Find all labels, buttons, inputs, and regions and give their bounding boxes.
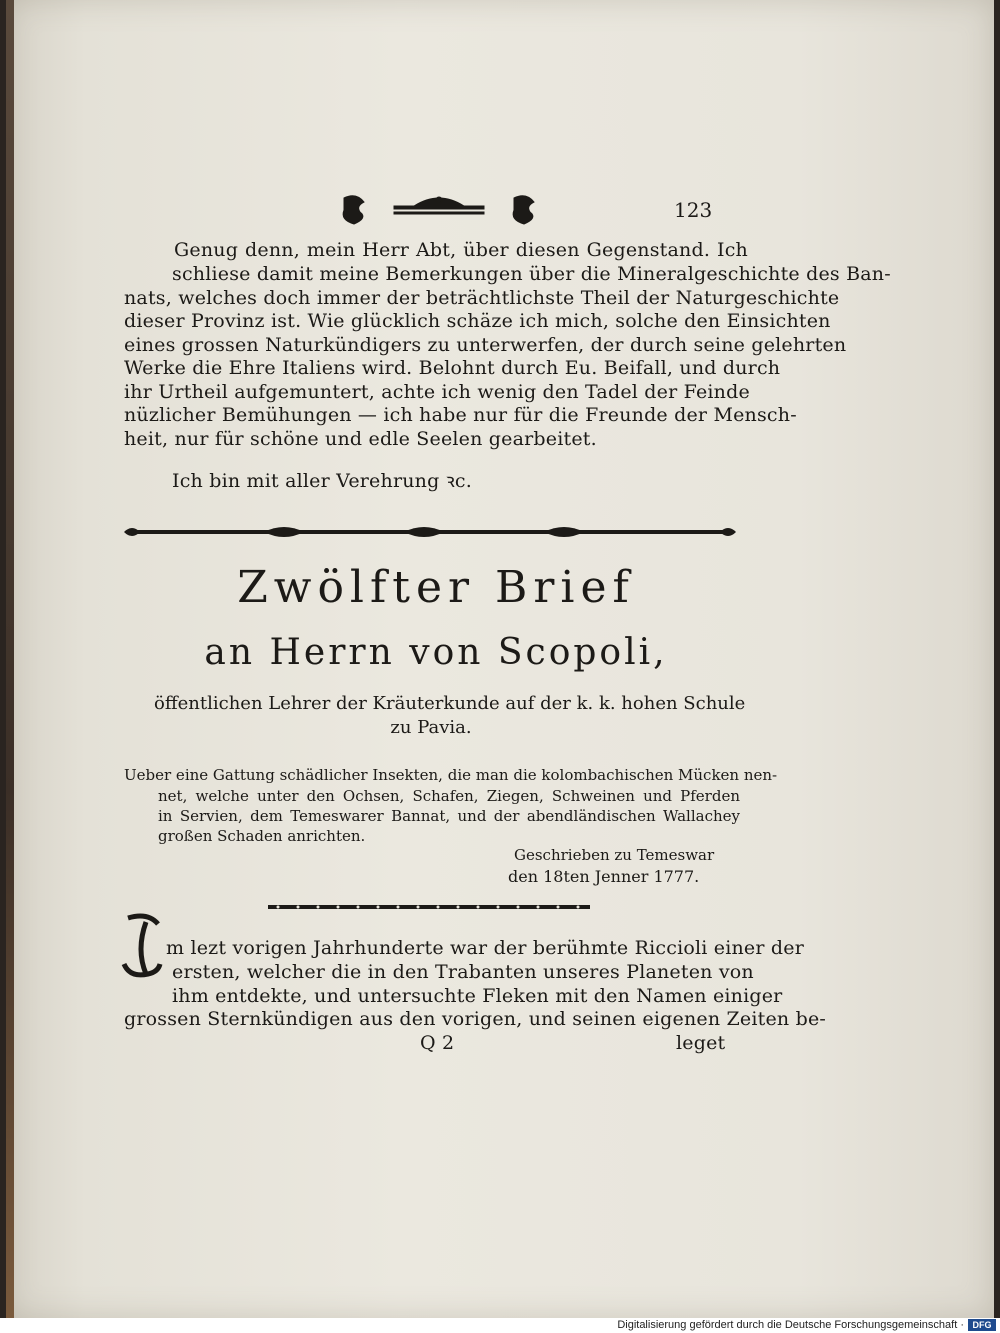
- addressee-subtitle: öffentlichen Lehrer der Kräuterkunde auf der k. k. hohen Schule: [154, 693, 746, 714]
- ornamental-rule: [124, 525, 736, 539]
- summary-line: in Servien, dem Temeswarer Bannat, und der abendländischen Wallachey: [158, 807, 740, 825]
- text-line: grossen Sternkündigen aus den vorigen, und seinen eigenen Zeiten be-: [124, 1008, 827, 1030]
- text-line: ihm entdekte, und untersuchte Fleken mit den Namen einiger: [172, 985, 783, 1007]
- text-line: ersten, welcher die in den Trabanten unseres Planeten von: [172, 961, 754, 983]
- ornamental-rule: [268, 902, 590, 912]
- letter-title: Zwölfter Brief: [237, 562, 635, 613]
- closing-line: Ich bin mit aller Verehrung ꝛc.: [172, 470, 472, 492]
- text-line: ihr Urtheil aufgemuntert, achte ich wenig den Tadel der Feinde: [124, 381, 750, 403]
- dfg-logo: DFG: [968, 1319, 996, 1331]
- scanned-page: [6, 0, 994, 1318]
- text-line: heit, nur für schöne und edle Seelen gearbeitet.: [124, 428, 597, 450]
- text-line: eines grossen Naturkündigers zu unterwerfen, der durch seine gelehrten: [124, 334, 847, 356]
- text-line: Werke die Ehre Italiens wird. Belohnt durch Eu. Beifall, und durch: [124, 357, 781, 379]
- signature-mark: Q 2: [420, 1032, 455, 1054]
- summary-line: großen Schaden anrichten.: [158, 827, 366, 845]
- page-number: 123: [674, 198, 713, 222]
- text-line: dieser Provinz ist. Wie glücklich schäze ich mich, solche den Einsichten: [124, 310, 831, 332]
- text-line: nüzlicher Bemühungen — ich habe nur für die Freunde der Mensch-: [124, 404, 797, 426]
- summary-line: Ueber eine Gattung schädlicher Insekten, die man die kolombachischen Mücken nen-: [124, 766, 778, 784]
- digitization-credit: Digitalisierung gefördert durch die Deutsche Forschungsgemeinschaft ·: [617, 1319, 964, 1331]
- dateline: den 18ten Jenner 1777.: [508, 867, 700, 886]
- text-line: schliese damit meine Bemerkungen über die Mineralgeschichte des Ban-: [172, 263, 891, 285]
- catchword: leget: [676, 1032, 726, 1054]
- text-line: nats, welches doch immer der beträchtlichste Theil der Naturgeschichte: [124, 287, 840, 309]
- text-line: m lezt vorigen Jahrhunderte war der berühmte Riccioli einer der: [166, 937, 804, 959]
- dateline: Geschrieben zu Temeswar: [514, 846, 715, 864]
- addressee-subtitle: zu Pavia.: [390, 717, 472, 738]
- text-line: Genug denn, mein Herr Abt, über diesen Gegenstand. Ich: [174, 239, 748, 261]
- letter-addressee: an Herrn von Scopoli,: [204, 632, 668, 673]
- header-ornament: [334, 190, 544, 226]
- decorative-initial-icon: [120, 912, 166, 982]
- summary-line: net, welche unter den Ochsen, Schafen, Ziegen, Schweinen und Pferden: [158, 787, 740, 805]
